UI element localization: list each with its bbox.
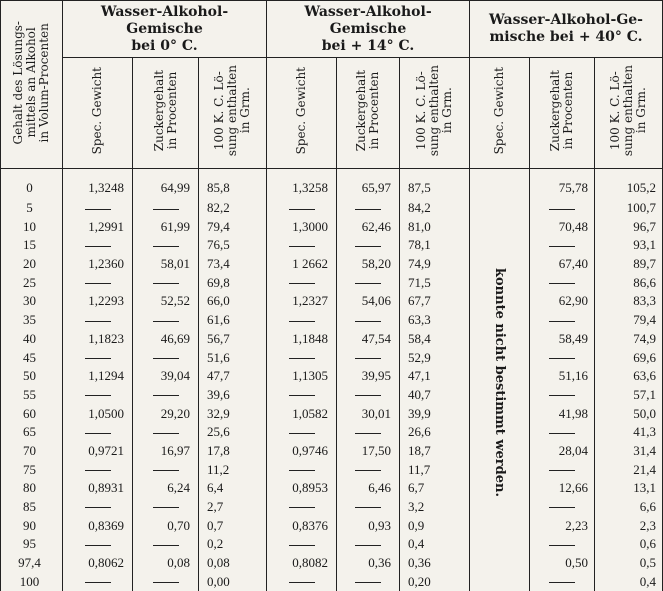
value-cell (63, 497, 133, 516)
percent-cell: 100 (1, 572, 63, 591)
value-cell: 39,9 (400, 404, 470, 423)
subheader-zucker-40c: Zuckergehalt in Procenten (530, 58, 595, 169)
empty-dash (289, 358, 315, 359)
subheader-spec-14c: Spec. Gewicht (267, 58, 337, 169)
empty-dash (355, 470, 381, 471)
value-cell (133, 385, 199, 404)
empty-dash (153, 209, 179, 210)
value-cell: 40,7 (400, 385, 470, 404)
value-cell (337, 572, 400, 591)
value-cell: 1,3000 (267, 217, 337, 236)
percent-cell: 65 (1, 423, 63, 442)
percent-cell: 95 (1, 535, 63, 554)
empty-dash (355, 246, 381, 247)
value-cell: 6,4 (199, 479, 267, 498)
empty-dash (153, 246, 179, 247)
value-cell: 1,2360 (63, 255, 133, 274)
value-cell: 32,9 (199, 404, 267, 423)
value-cell: 6,7 (400, 479, 470, 498)
value-cell: 13,1 (595, 479, 663, 498)
value-cell: 39,04 (133, 367, 199, 386)
percent-cell: 35 (1, 311, 63, 330)
value-cell: 58,49 (530, 329, 595, 348)
empty-dash (355, 395, 381, 396)
value-cell: 17,50 (337, 441, 400, 460)
table-row (1, 441, 663, 460)
value-cell: 21,4 (595, 460, 663, 479)
empty-dash (153, 545, 179, 546)
value-cell (337, 423, 400, 442)
table-row (1, 460, 663, 479)
value-cell (133, 273, 199, 292)
value-cell (63, 236, 133, 255)
value-cell: 2,23 (530, 516, 595, 535)
value-cell: 0,50 (530, 553, 595, 572)
table-row (1, 497, 663, 516)
empty-dash (85, 283, 111, 284)
empty-dash (549, 507, 575, 508)
value-cell (63, 199, 133, 218)
value-cell: 0,70 (133, 516, 199, 535)
table-body (1, 169, 663, 591)
merged-note-cell (470, 169, 530, 591)
value-cell: 2,7 (199, 497, 267, 516)
percent-cell: 40 (1, 329, 63, 348)
value-cell (267, 348, 337, 367)
percent-cell: 20 (1, 255, 63, 274)
value-cell (337, 199, 400, 218)
value-cell: 93,1 (595, 236, 663, 255)
value-cell: 25,6 (199, 423, 267, 442)
table-row (1, 348, 663, 367)
value-cell: 1,1305 (267, 367, 337, 386)
percent-cell: 10 (1, 217, 63, 236)
empty-dash (153, 433, 179, 434)
empty-dash (289, 470, 315, 471)
percent-cell: 25 (1, 273, 63, 292)
value-cell: 0,8953 (267, 479, 337, 498)
value-cell: 63,3 (400, 311, 470, 330)
empty-dash (153, 582, 179, 583)
value-cell: 0,8376 (267, 516, 337, 535)
value-cell (530, 572, 595, 591)
value-cell: 30,01 (337, 404, 400, 423)
empty-dash (549, 209, 575, 210)
value-cell: 0,36 (337, 553, 400, 572)
value-cell: 58,01 (133, 255, 199, 274)
empty-dash (153, 470, 179, 471)
row-header-cell (1, 1, 63, 169)
empty-dash (85, 582, 111, 583)
value-cell: 17,8 (199, 441, 267, 460)
value-cell: 1,1294 (63, 367, 133, 386)
subheader-loesung-14c: 100 K. C. Lö- sung enthalten in Grm. (400, 58, 470, 169)
empty-dash (355, 507, 381, 508)
empty-dash (85, 358, 111, 359)
empty-dash (153, 321, 179, 322)
value-cell: 0,9721 (63, 441, 133, 460)
group-header-40c: Wasser-Alkohol-Ge- mische bei + 40° C. (470, 1, 663, 58)
percent-cell: 90 (1, 516, 63, 535)
value-cell: 79,4 (595, 311, 663, 330)
value-cell: 0,6 (595, 535, 663, 554)
table-row (1, 329, 663, 348)
empty-dash (355, 545, 381, 546)
value-cell: 6,6 (595, 497, 663, 516)
value-cell (133, 423, 199, 442)
percent-cell: 5 (1, 199, 63, 218)
value-cell: 26,6 (400, 423, 470, 442)
value-cell: 61,6 (199, 311, 267, 330)
subheader-zucker-0c: Zuckergehalt in Procenten (133, 58, 199, 169)
empty-dash (549, 246, 575, 247)
table-row (1, 236, 663, 255)
value-cell: 63,6 (595, 367, 663, 386)
value-cell (63, 423, 133, 442)
value-cell: 1,2991 (63, 217, 133, 236)
value-cell: 105,2 (595, 169, 663, 199)
percent-cell: 97,4 (1, 553, 63, 572)
empty-dash (289, 209, 315, 210)
value-cell: 1,1823 (63, 329, 133, 348)
value-cell: 47,1 (400, 367, 470, 386)
value-cell: 71,5 (400, 273, 470, 292)
value-cell: 73,4 (199, 255, 267, 274)
value-cell: 0,5 (595, 553, 663, 572)
table-row (1, 553, 663, 572)
value-cell (530, 236, 595, 255)
value-cell (267, 199, 337, 218)
empty-dash (549, 545, 575, 546)
empty-dash (289, 433, 315, 434)
value-cell (267, 572, 337, 591)
empty-dash (549, 321, 575, 322)
empty-dash (153, 395, 179, 396)
value-cell: 28,04 (530, 441, 595, 460)
value-cell: 11,7 (400, 460, 470, 479)
value-cell (63, 572, 133, 591)
table-row (1, 479, 663, 498)
empty-dash (289, 545, 315, 546)
empty-dash (85, 246, 111, 247)
value-cell: 41,98 (530, 404, 595, 423)
empty-dash (85, 507, 111, 508)
value-cell: 67,40 (530, 255, 595, 274)
percent-cell: 50 (1, 367, 63, 386)
value-cell (337, 348, 400, 367)
empty-dash (549, 283, 575, 284)
empty-dash (549, 470, 575, 471)
value-cell: 0,20 (400, 572, 470, 591)
value-cell: 0,7 (199, 516, 267, 535)
value-cell: 39,95 (337, 367, 400, 386)
table-row (1, 535, 663, 554)
subheader-zucker-14c: Zuckergehalt in Procenten (337, 58, 400, 169)
percent-cell: 80 (1, 479, 63, 498)
subheader-loesung-40c: 100 K. C. Lö- sung enthalten in Grm. (595, 58, 663, 169)
value-cell (337, 273, 400, 292)
table-row (1, 516, 663, 535)
value-cell: 6,24 (133, 479, 199, 498)
table-row (1, 169, 663, 199)
empty-dash (355, 433, 381, 434)
value-cell (267, 497, 337, 516)
value-cell (267, 535, 337, 554)
value-cell (133, 460, 199, 479)
value-cell: 47,54 (337, 329, 400, 348)
value-cell (530, 535, 595, 554)
empty-dash (153, 507, 179, 508)
value-cell: 12,66 (530, 479, 595, 498)
value-cell: 87,5 (400, 169, 470, 199)
value-cell: 41,3 (595, 423, 663, 442)
value-cell: 52,9 (400, 348, 470, 367)
table-row (1, 367, 663, 386)
value-cell: 47,7 (199, 367, 267, 386)
value-cell (133, 535, 199, 554)
table-row (1, 385, 663, 404)
empty-dash (549, 582, 575, 583)
value-cell: 1,3248 (63, 169, 133, 199)
value-cell (530, 460, 595, 479)
empty-dash (289, 321, 315, 322)
value-cell: 1,2293 (63, 292, 133, 311)
percent-cell: 55 (1, 385, 63, 404)
percent-cell: 60 (1, 404, 63, 423)
value-cell: 81,0 (400, 217, 470, 236)
empty-dash (549, 433, 575, 434)
value-cell: 86,6 (595, 273, 663, 292)
value-cell (267, 311, 337, 330)
subheader-loesung-0c: 100 K. C. Lö- sung enthalten in Grm. (199, 58, 267, 169)
empty-dash (549, 358, 575, 359)
percent-cell: 15 (1, 236, 63, 255)
value-cell (337, 311, 400, 330)
value-cell (530, 385, 595, 404)
table-row (1, 199, 663, 218)
value-cell: 0,93 (337, 516, 400, 535)
value-cell: 0,8082 (267, 553, 337, 572)
table-row (1, 292, 663, 311)
empty-dash (355, 321, 381, 322)
empty-dash (85, 395, 111, 396)
value-cell: 0,36 (400, 553, 470, 572)
empty-dash (85, 470, 111, 471)
empty-dash (289, 582, 315, 583)
value-cell (530, 348, 595, 367)
value-cell: 82,2 (199, 199, 267, 218)
value-cell: 51,16 (530, 367, 595, 386)
value-cell (530, 423, 595, 442)
empty-dash (289, 507, 315, 508)
value-cell: 0,4 (400, 535, 470, 554)
value-cell: 1,2327 (267, 292, 337, 311)
value-cell (530, 497, 595, 516)
empty-dash (85, 433, 111, 434)
value-cell: 0,00 (199, 572, 267, 591)
value-cell (63, 385, 133, 404)
empty-dash (85, 209, 111, 210)
value-cell: 46,69 (133, 329, 199, 348)
value-cell: 69,8 (199, 273, 267, 292)
empty-dash (289, 395, 315, 396)
value-cell: 62,90 (530, 292, 595, 311)
value-cell: 1,0582 (267, 404, 337, 423)
group-header-14c: Wasser-Alkohol-Gemische bei + 14° C. (267, 1, 470, 58)
value-cell: 39,6 (199, 385, 267, 404)
value-cell (133, 497, 199, 516)
value-cell: 96,7 (595, 217, 663, 236)
value-cell: 0,4 (595, 572, 663, 591)
value-cell: 54,06 (337, 292, 400, 311)
empty-dash (85, 321, 111, 322)
group-header-0c: Wasser-Alkohol-Gemische bei 0° C. (63, 1, 267, 58)
value-cell: 64,99 (133, 169, 199, 199)
value-cell: 1,0500 (63, 404, 133, 423)
value-cell (337, 236, 400, 255)
value-cell (63, 311, 133, 330)
table-row (1, 423, 663, 442)
value-cell: 66,0 (199, 292, 267, 311)
value-cell (337, 535, 400, 554)
value-cell: 0,08 (133, 553, 199, 572)
value-cell: 58,4 (400, 329, 470, 348)
value-cell (337, 460, 400, 479)
value-cell (267, 273, 337, 292)
value-cell: 57,1 (595, 385, 663, 404)
value-cell (267, 423, 337, 442)
value-cell (133, 348, 199, 367)
empty-dash (85, 545, 111, 546)
table-row (1, 311, 663, 330)
value-cell: 78,1 (400, 236, 470, 255)
empty-dash (289, 283, 315, 284)
empty-dash (355, 358, 381, 359)
empty-dash (355, 582, 381, 583)
value-cell: 76,5 (199, 236, 267, 255)
value-cell (63, 460, 133, 479)
value-cell: 52,52 (133, 292, 199, 311)
table-row (1, 404, 663, 423)
value-cell: 1 2662 (267, 255, 337, 274)
value-cell: 67,7 (400, 292, 470, 311)
value-cell: 0,08 (199, 553, 267, 572)
value-cell (530, 199, 595, 218)
value-cell: 89,7 (595, 255, 663, 274)
value-cell: 0,8369 (63, 516, 133, 535)
empty-dash (289, 246, 315, 247)
value-cell: 85,8 (199, 169, 267, 199)
value-cell: 31,4 (595, 441, 663, 460)
empty-dash (355, 283, 381, 284)
value-cell: 51,6 (199, 348, 267, 367)
value-cell: 65,97 (337, 169, 400, 199)
empty-dash (355, 209, 381, 210)
empty-dash (153, 283, 179, 284)
value-cell: 1,3258 (267, 169, 337, 199)
subheader-spec-40c: Spec. Gewicht (470, 58, 530, 169)
value-cell: 6,46 (337, 479, 400, 498)
percent-cell: 75 (1, 460, 63, 479)
value-cell (133, 236, 199, 255)
value-cell: 16,97 (133, 441, 199, 460)
value-cell: 0,9 (400, 516, 470, 535)
value-cell: 56,7 (199, 329, 267, 348)
table-row (1, 255, 663, 274)
percent-cell: 45 (1, 348, 63, 367)
table-row (1, 273, 663, 292)
value-cell: 58,20 (337, 255, 400, 274)
value-cell (337, 385, 400, 404)
value-cell (267, 236, 337, 255)
value-cell (267, 385, 337, 404)
value-cell (133, 311, 199, 330)
value-cell: 3,2 (400, 497, 470, 516)
value-cell: 11,2 (199, 460, 267, 479)
percent-cell: 0 (1, 169, 63, 199)
subheader-spec-0c: Spec. Gewicht (63, 58, 133, 169)
value-cell: 0,8931 (63, 479, 133, 498)
value-cell (267, 460, 337, 479)
empty-dash (549, 395, 575, 396)
value-cell: 0,9746 (267, 441, 337, 460)
value-cell: 29,20 (133, 404, 199, 423)
value-cell: 100,7 (595, 199, 663, 218)
value-cell: 79,4 (199, 217, 267, 236)
percent-cell: 70 (1, 441, 63, 460)
value-cell: 75,78 (530, 169, 595, 199)
value-cell: 62,46 (337, 217, 400, 236)
value-cell (63, 348, 133, 367)
value-cell: 83,3 (595, 292, 663, 311)
value-cell (133, 199, 199, 218)
value-cell: 70,48 (530, 217, 595, 236)
row-header-label: Gehalt des Lösungs- mittels an Alkohol in Volum-Procenten (11, 20, 51, 145)
percent-cell: 30 (1, 292, 63, 311)
value-cell (63, 273, 133, 292)
table-row (1, 572, 663, 591)
value-cell: 50,0 (595, 404, 663, 423)
value-cell: 0,2 (199, 535, 267, 554)
value-cell: 74,9 (400, 255, 470, 274)
value-cell (337, 497, 400, 516)
value-cell (133, 572, 199, 591)
value-cell: 74,9 (595, 329, 663, 348)
value-cell (530, 273, 595, 292)
merged-note: konnte nicht bestimmt werden. (492, 268, 507, 498)
value-cell (63, 535, 133, 554)
value-cell: 84,2 (400, 199, 470, 218)
value-cell: 1,1848 (267, 329, 337, 348)
value-cell (530, 311, 595, 330)
value-cell: 0,8062 (63, 553, 133, 572)
table-row (1, 217, 663, 236)
value-cell: 2,3 (595, 516, 663, 535)
value-cell: 69,6 (595, 348, 663, 367)
value-cell: 61,99 (133, 217, 199, 236)
percent-cell: 85 (1, 497, 63, 516)
empty-dash (153, 358, 179, 359)
value-cell: 18,7 (400, 441, 470, 460)
